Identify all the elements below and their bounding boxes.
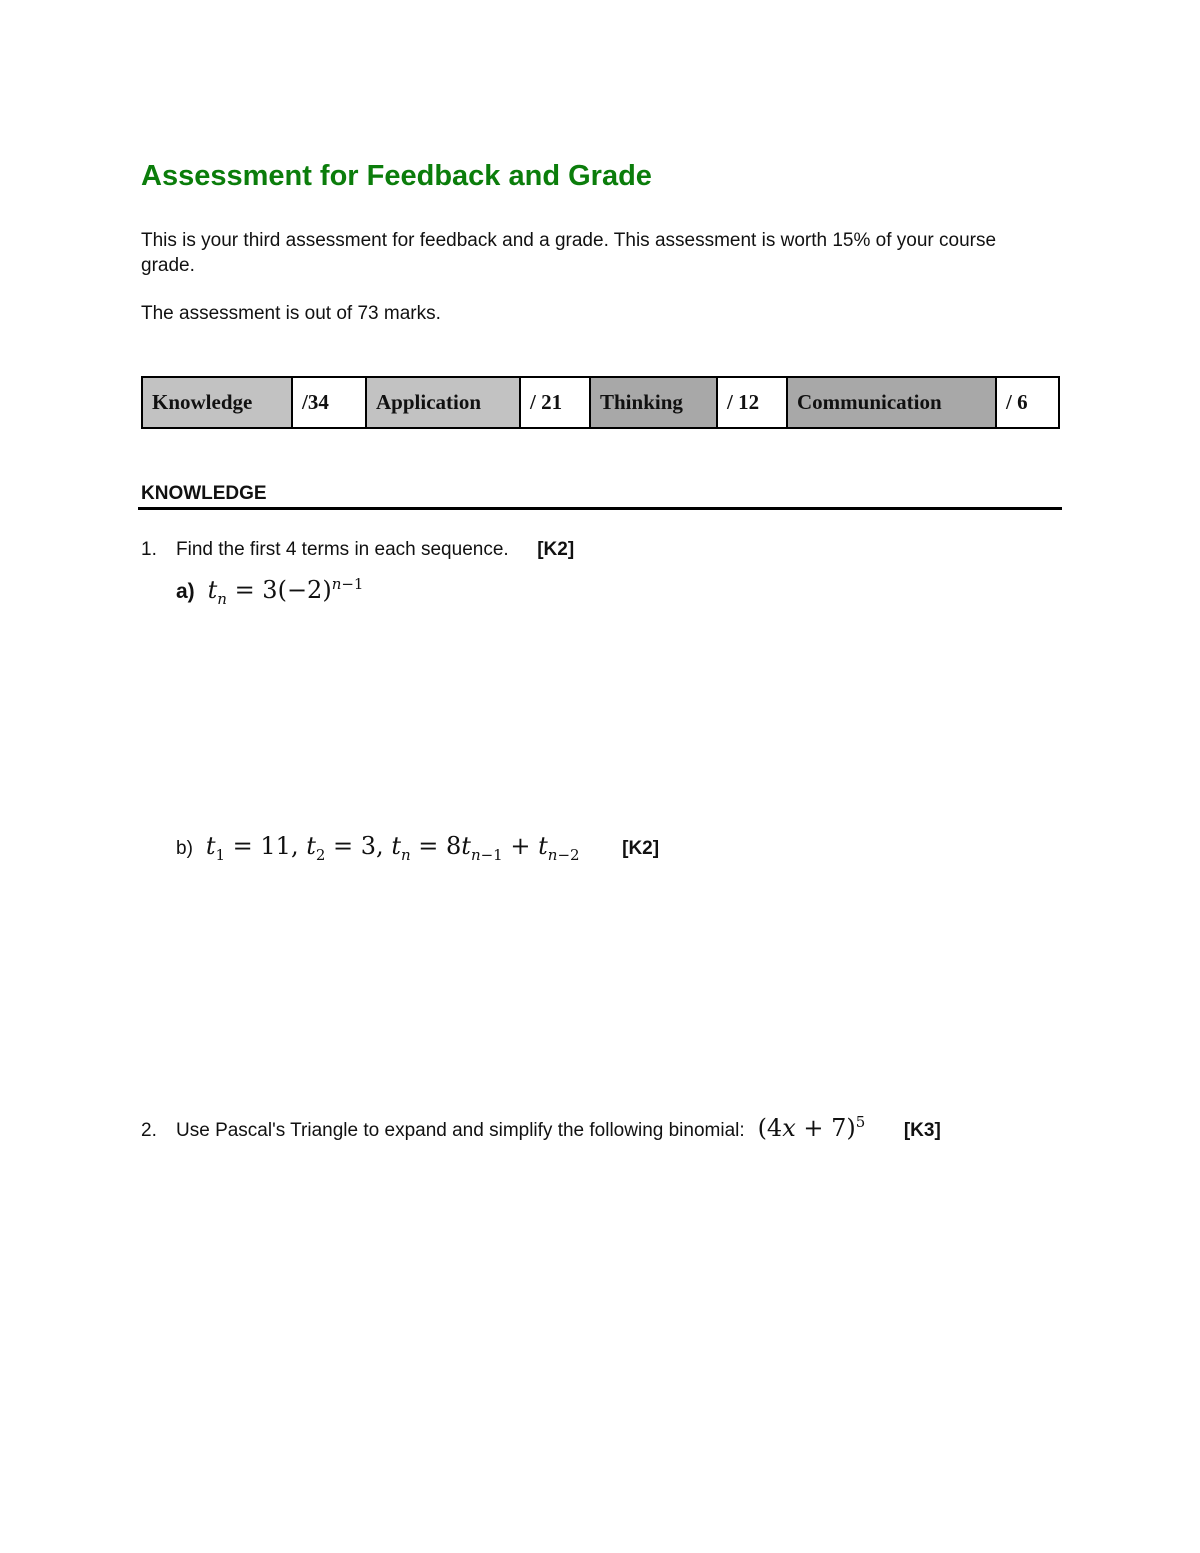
question-1-number: 1.: [141, 539, 157, 560]
question-1-mark-tag: [K2]: [537, 539, 575, 560]
marks-table: [141, 376, 1060, 429]
page-title: Assessment for Feedback and Grade: [141, 160, 652, 192]
marks-row: [142, 377, 1059, 428]
part-a-formula: $t_n = 3(-2)^{n-1}$: [207, 575, 364, 608]
part-b-label: b): [176, 838, 193, 859]
question-2-number: 2.: [141, 1120, 157, 1141]
question-1: [141, 539, 574, 561]
question-2: [141, 1113, 941, 1142]
question-1-text: Find the first 4 terms in each sequence.: [176, 539, 509, 560]
thinking-value: / 12: [717, 377, 787, 428]
part-b-formula: $t_1 = 11$, $t_2 = 3$, $t_n = 8t_{n-1} + t_{n-2}$: [205, 832, 580, 864]
part-a-label: a): [176, 580, 195, 603]
question-2-formula: $(4x + 7)^5$: [749, 1113, 866, 1142]
question-2-text: Use Pascal's Triangle to expand and simplify the following binomial:: [176, 1120, 745, 1141]
knowledge-value: /34: [292, 377, 366, 428]
section-divider: [138, 507, 1062, 510]
application-label: Application: [366, 377, 520, 428]
question-2-mark-tag: [K3]: [903, 1120, 941, 1141]
question-1a: [176, 575, 363, 608]
communication-label: Communication: [787, 377, 996, 428]
communication-value: / 6: [996, 377, 1059, 428]
application-value: / 21: [520, 377, 590, 428]
part-b-mark-tag: [K2]: [622, 838, 660, 859]
thinking-label: Thinking: [590, 377, 717, 428]
question-1b: [176, 832, 659, 864]
intro-text: This is your third assessment for feedback and a grade. This assessment is worth 15% of your course grade.: [141, 230, 997, 276]
section-heading-knowledge: KNOWLEDGE: [141, 483, 267, 504]
knowledge-label: Knowledge: [142, 377, 292, 428]
total-marks-text: The assessment is out of 73 marks.: [141, 303, 441, 324]
